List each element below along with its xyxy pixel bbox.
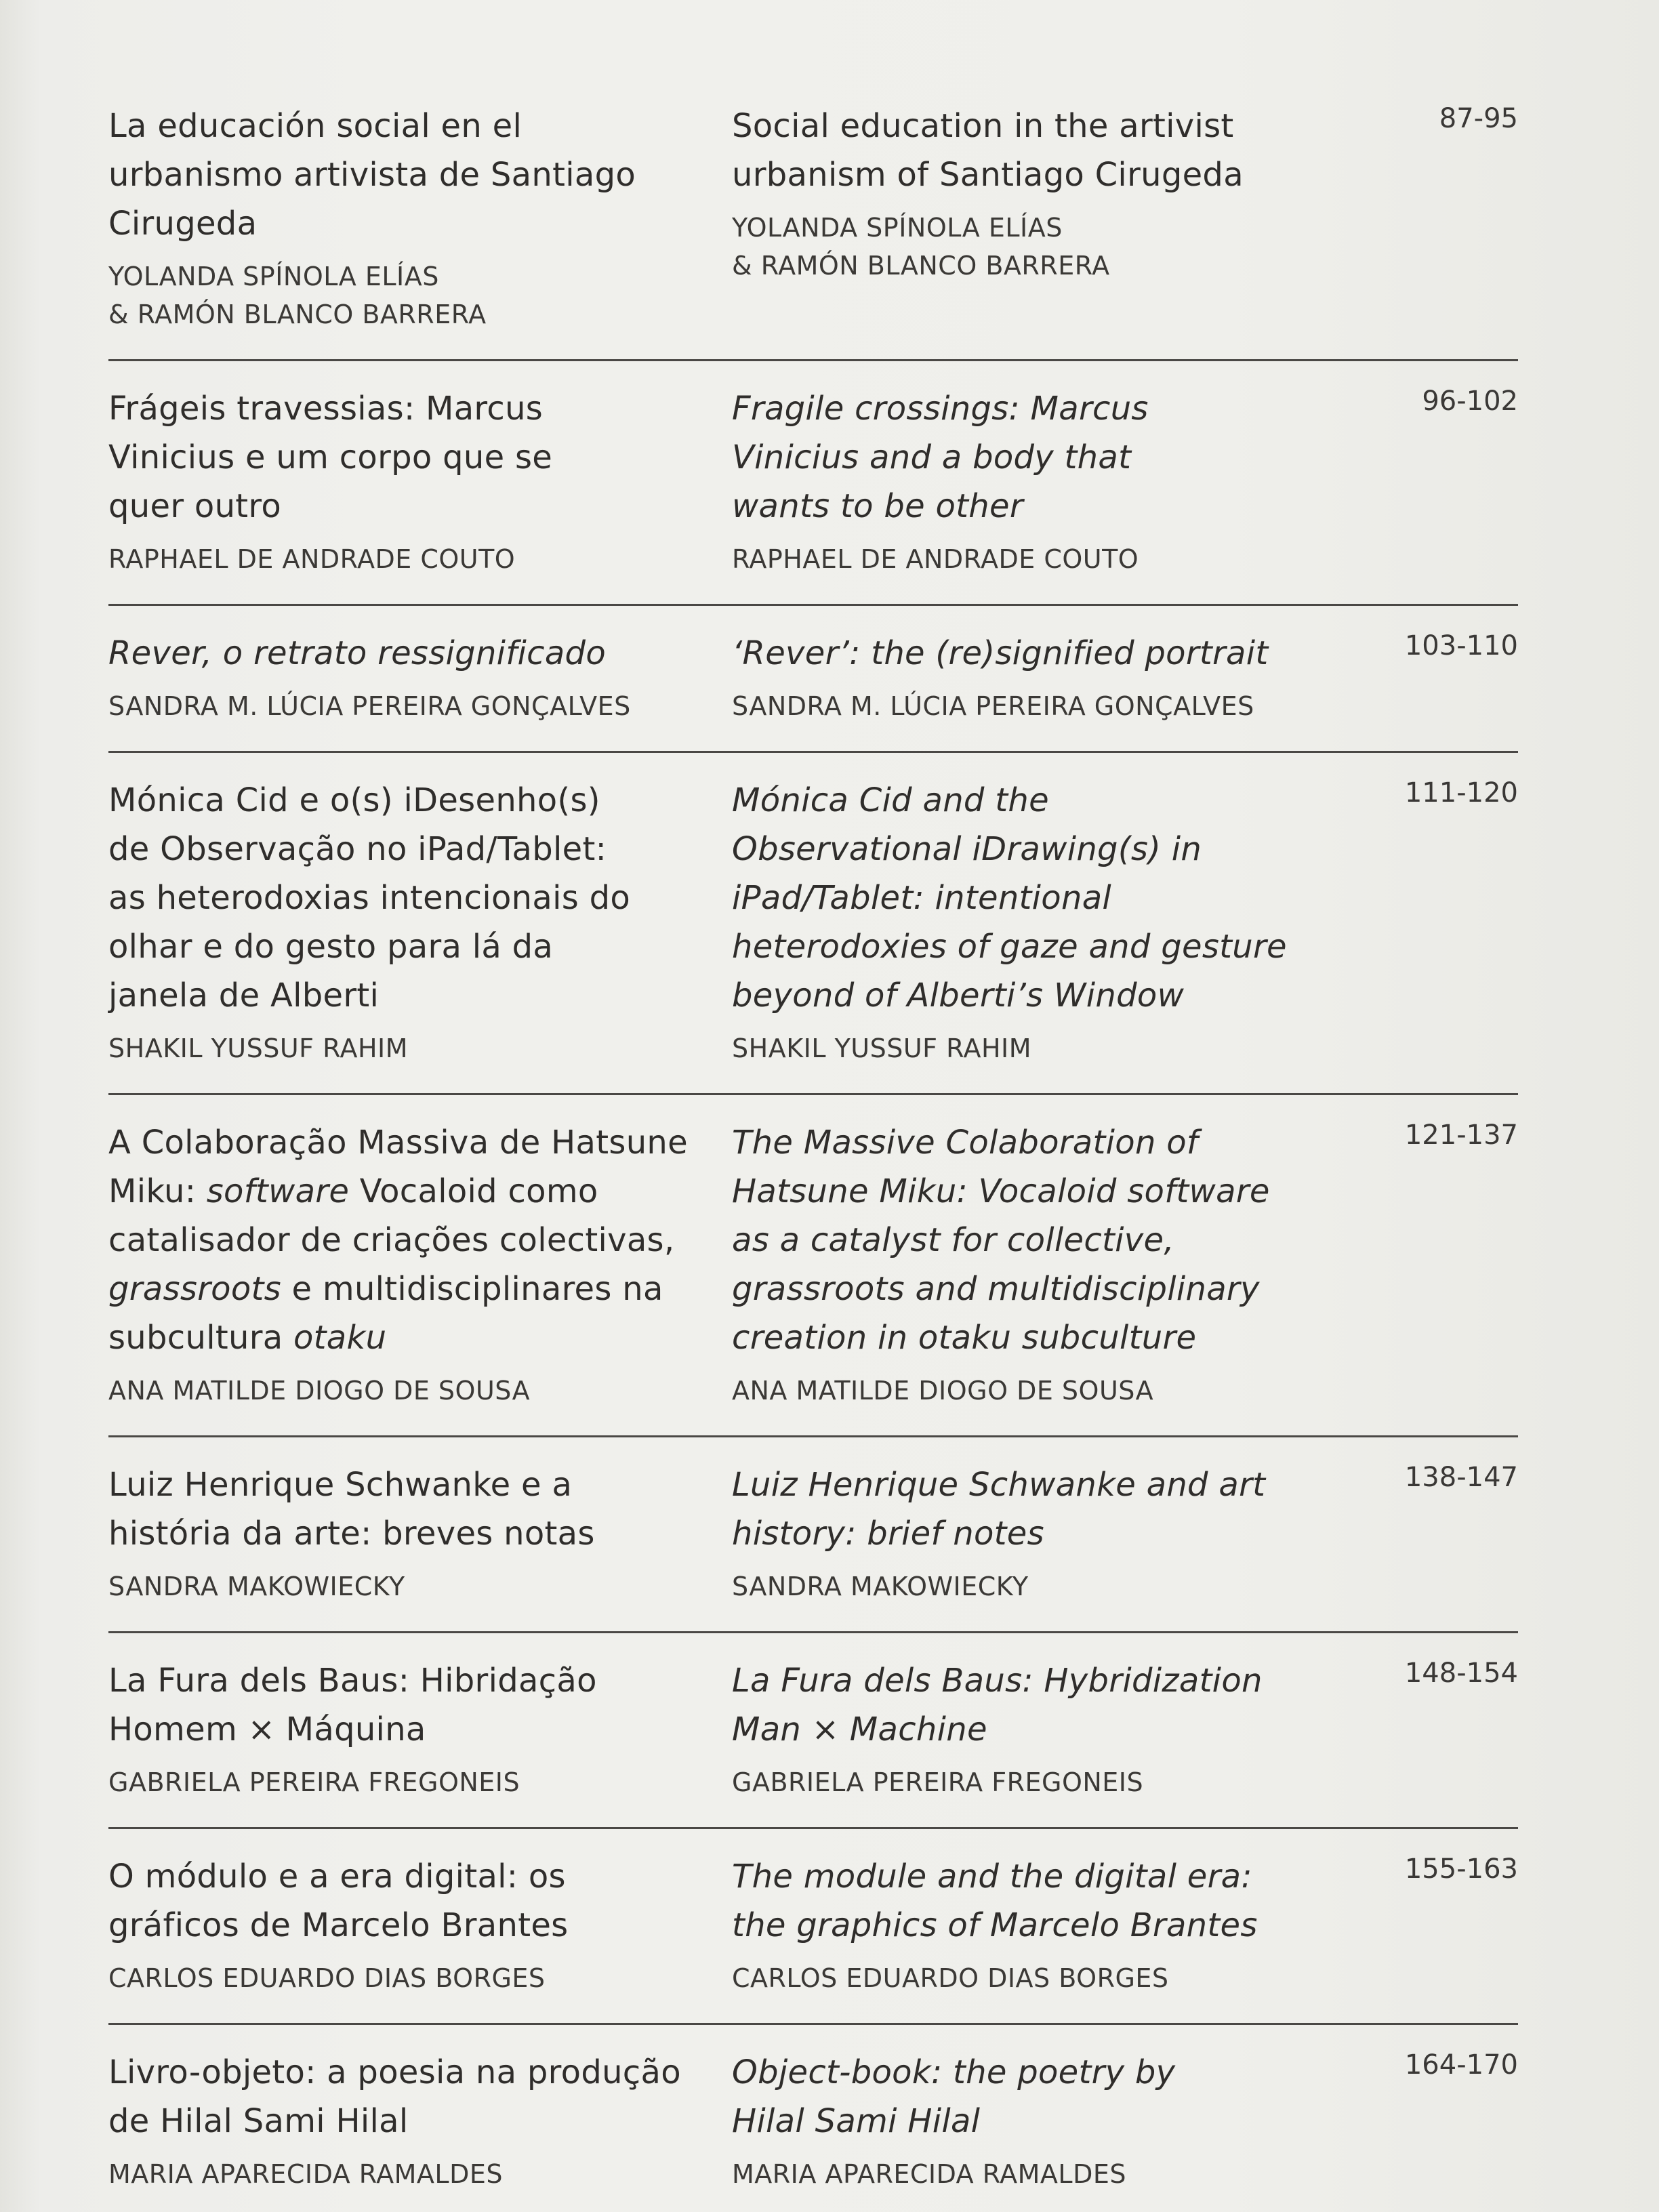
author-name: SHAKIL YUSSUF RAHIM — [732, 1033, 1032, 1063]
page-range: 138-147 — [1404, 1462, 1518, 1493]
entry-authors-original — [108, 1568, 732, 1605]
entry-title-english: La Fura dels Baus: Hybridization Man × Machine — [732, 1662, 1263, 1748]
toc-entry — [108, 1437, 1518, 1633]
author-name: CARLOS EDUARDO DIAS BORGES — [108, 1963, 546, 1993]
entry-authors-original — [108, 1959, 732, 1997]
toc-entry — [108, 1829, 1518, 2025]
entry-title-english: The module and the digital era: the graphics of Marcelo Brantes — [732, 1858, 1258, 1944]
entry-authors-original — [108, 1029, 732, 1067]
entry-title-original: La Fura dels Baus: Hibridação Homem × Máquina — [108, 1662, 597, 1748]
entry-original-language — [108, 1852, 732, 1997]
page-range: 87-95 — [1439, 103, 1518, 134]
entry-authors-original — [108, 687, 732, 725]
author-name: SHAKIL YUSSUF RAHIM — [108, 1033, 409, 1063]
entry-authors-original — [108, 1763, 732, 1801]
author-name: SANDRA M. LÚCIA PEREIRA GONÇALVES — [108, 691, 631, 721]
entry-original-language — [108, 1656, 732, 1801]
entry-english — [732, 384, 1315, 578]
entry-original-language — [108, 102, 732, 333]
page-range: 148-154 — [1404, 1658, 1518, 1689]
title-part: Vocaloid como catalisador de criações colectivas, — [108, 1172, 675, 1259]
entry-title-original: Luiz Henrique Schwanke e a história da arte: breves notas — [108, 1466, 595, 1553]
entry-original-language — [108, 384, 732, 578]
author-name: GABRIELA PEREIRA FREGONEIS — [108, 1767, 520, 1797]
entry-authors-original — [108, 2155, 732, 2193]
table-of-contents — [108, 81, 1518, 2212]
entry-english — [732, 102, 1315, 285]
toc-entry — [108, 2025, 1518, 2212]
entry-authors-english — [732, 1568, 1315, 1605]
entry-title-english: Luiz Henrique Schwanke and art history: brief notes — [732, 1466, 1266, 1553]
entry-title-original: Rever, o retrato ressignificado — [108, 634, 606, 672]
entry-english — [732, 1656, 1315, 1801]
entry-english — [732, 776, 1315, 1067]
entry-title-english: Fragile crossings: Marcus Vinicius and a body that wants to be other — [732, 390, 1149, 525]
entry-title-original: Livro-objeto: a poesia na produção de Hilal Sami Hilal — [108, 2053, 681, 2140]
toc-entry — [108, 1633, 1518, 1829]
entry-authors-original — [108, 258, 732, 333]
author-name: & RAMÓN BLANCO BARRERA — [108, 300, 487, 329]
entry-authors-english — [732, 2155, 1315, 2193]
entry-authors-english — [732, 209, 1315, 285]
author-name: SANDRA MAKOWIECKY — [108, 1572, 405, 1601]
title-part: e multidisciplinares na subcultura — [108, 1270, 663, 1357]
entry-title-english: The Massive Colaboration of Hatsune Miku: Vocaloid software as a catalyst for collective, grassroots and multidisciplinary creation in otaku subculture — [732, 1124, 1270, 1357]
author-name: YOLANDA SPÍNOLA ELÍAS — [732, 213, 1063, 243]
entry-title-original: La educación social en el urbanismo artivista de Santiago Cirugeda — [108, 107, 636, 243]
entry-original-language — [108, 1118, 732, 1410]
title-part: A Colaboração Massiva de Hatsune Miku: — [108, 1124, 688, 1210]
entry-original-language — [108, 1460, 732, 1605]
entry-authors-english — [732, 1029, 1315, 1067]
entry-title-english: Mónica Cid and the Observational iDrawing(s) in iPad/Tablet: intentional heterodoxies of gaze and gesture beyond of Alberti’s Window — [732, 781, 1287, 1015]
entry-original-language — [108, 629, 732, 725]
entry-title-original: Mónica Cid e o(s) iDesenho(s) de Observação no iPad/Tablet: as heterodoxias intencionais do olhar e do gesto para lá da janela de Alberti — [108, 781, 631, 1015]
entry-title-original: Frágeis travessias: Marcus Vinicius e um corpo que se quer outro — [108, 390, 553, 525]
entry-authors-english — [732, 540, 1315, 578]
entry-title-english: Object-book: the poetry by Hilal Sami Hilal — [732, 2053, 1176, 2140]
entry-authors-original — [108, 540, 732, 578]
entry-title-english: ‘Rever’: the (re)signified portrait — [732, 634, 1269, 672]
entry-english — [732, 1118, 1315, 1410]
toc-entry — [108, 81, 1518, 361]
entry-authors-original — [108, 1372, 732, 1410]
author-name: RAPHAEL DE ANDRADE COUTO — [732, 544, 1139, 574]
entry-original-language — [108, 776, 732, 1067]
toc-entry — [108, 361, 1518, 606]
entry-english — [732, 2048, 1315, 2193]
page-range: 164-170 — [1404, 2049, 1518, 2081]
author-name: RAPHAEL DE ANDRADE COUTO — [108, 544, 516, 574]
author-name: GABRIELA PEREIRA FREGONEIS — [732, 1767, 1144, 1797]
entry-title-original — [108, 1118, 691, 1362]
author-name: MARIA APARECIDA RAMALDES — [108, 2159, 503, 2189]
author-name: SANDRA M. LÚCIA PEREIRA GONÇALVES — [732, 691, 1254, 721]
entry-english — [732, 1460, 1315, 1605]
entry-authors-english — [732, 1763, 1315, 1801]
entry-title-english: Social education in the artivist urbanism of Santiago Cirugeda — [732, 107, 1244, 194]
author-name: MARIA APARECIDA RAMALDES — [732, 2159, 1126, 2189]
toc-entry — [108, 753, 1518, 1095]
page-range: 103-110 — [1404, 630, 1518, 661]
author-name: ANA MATILDE DIOGO DE SOUSA — [108, 1376, 531, 1406]
entry-english — [732, 1852, 1315, 1997]
author-name: SANDRA MAKOWIECKY — [732, 1572, 1029, 1601]
entry-title-original: O módulo e a era digital: os gráficos de Marcelo Brantes — [108, 1858, 569, 1944]
entry-authors-english — [732, 1372, 1315, 1410]
entry-english — [732, 629, 1315, 725]
toc-entry — [108, 606, 1518, 753]
title-part-italic: software — [206, 1172, 350, 1210]
author-name: CARLOS EDUARDO DIAS BORGES — [732, 1963, 1169, 1993]
toc-entry — [108, 1095, 1518, 1437]
entry-authors-english — [732, 687, 1315, 725]
author-name: ANA MATILDE DIOGO DE SOUSA — [732, 1376, 1154, 1406]
title-part-italic: otaku — [293, 1319, 387, 1357]
title-part-italic: grassroots — [108, 1270, 281, 1308]
page-range: 96-102 — [1422, 386, 1518, 417]
page-range: 155-163 — [1404, 1853, 1518, 1885]
entry-authors-english — [732, 1959, 1315, 1997]
entry-original-language — [108, 2048, 732, 2193]
page-range: 121-137 — [1404, 1120, 1518, 1151]
page-range: 111-120 — [1404, 777, 1518, 808]
author-name: & RAMÓN BLANCO BARRERA — [732, 251, 1110, 281]
author-name: YOLANDA SPÍNOLA ELÍAS — [108, 262, 439, 291]
